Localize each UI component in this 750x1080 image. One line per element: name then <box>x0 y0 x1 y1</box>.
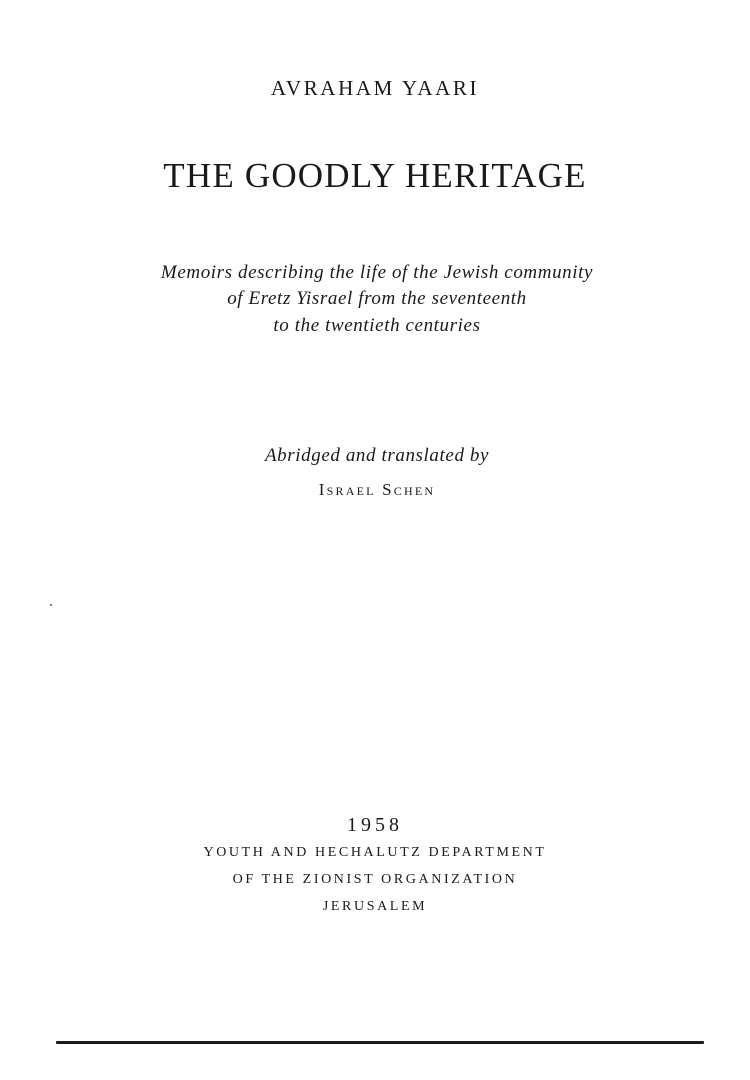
publisher-line: YOUTH AND HECHALUTZ DEPARTMENT <box>203 845 547 860</box>
subtitle-line: to the twentieth centuries <box>273 315 481 336</box>
author-name: AVRAHAM YAARI <box>270 76 480 100</box>
book-title: THE GOODLY HERITAGE <box>163 156 587 195</box>
publication-year: 1958 <box>347 814 403 836</box>
bottom-rule <box>56 1041 704 1044</box>
translation-credit: Abridged and translated by <box>264 445 490 466</box>
subtitle-line: of Eretz Yisrael from the seventeenth <box>227 288 527 309</box>
publisher-line: OF THE ZIONIST ORGANIZATION <box>232 872 518 887</box>
publisher-city: JERUSALEM <box>322 899 428 914</box>
translator-name: Israel Schen <box>318 480 436 499</box>
subtitle-line: Memoirs describing the life of the Jewish community <box>160 262 594 283</box>
print-speck <box>50 604 52 606</box>
